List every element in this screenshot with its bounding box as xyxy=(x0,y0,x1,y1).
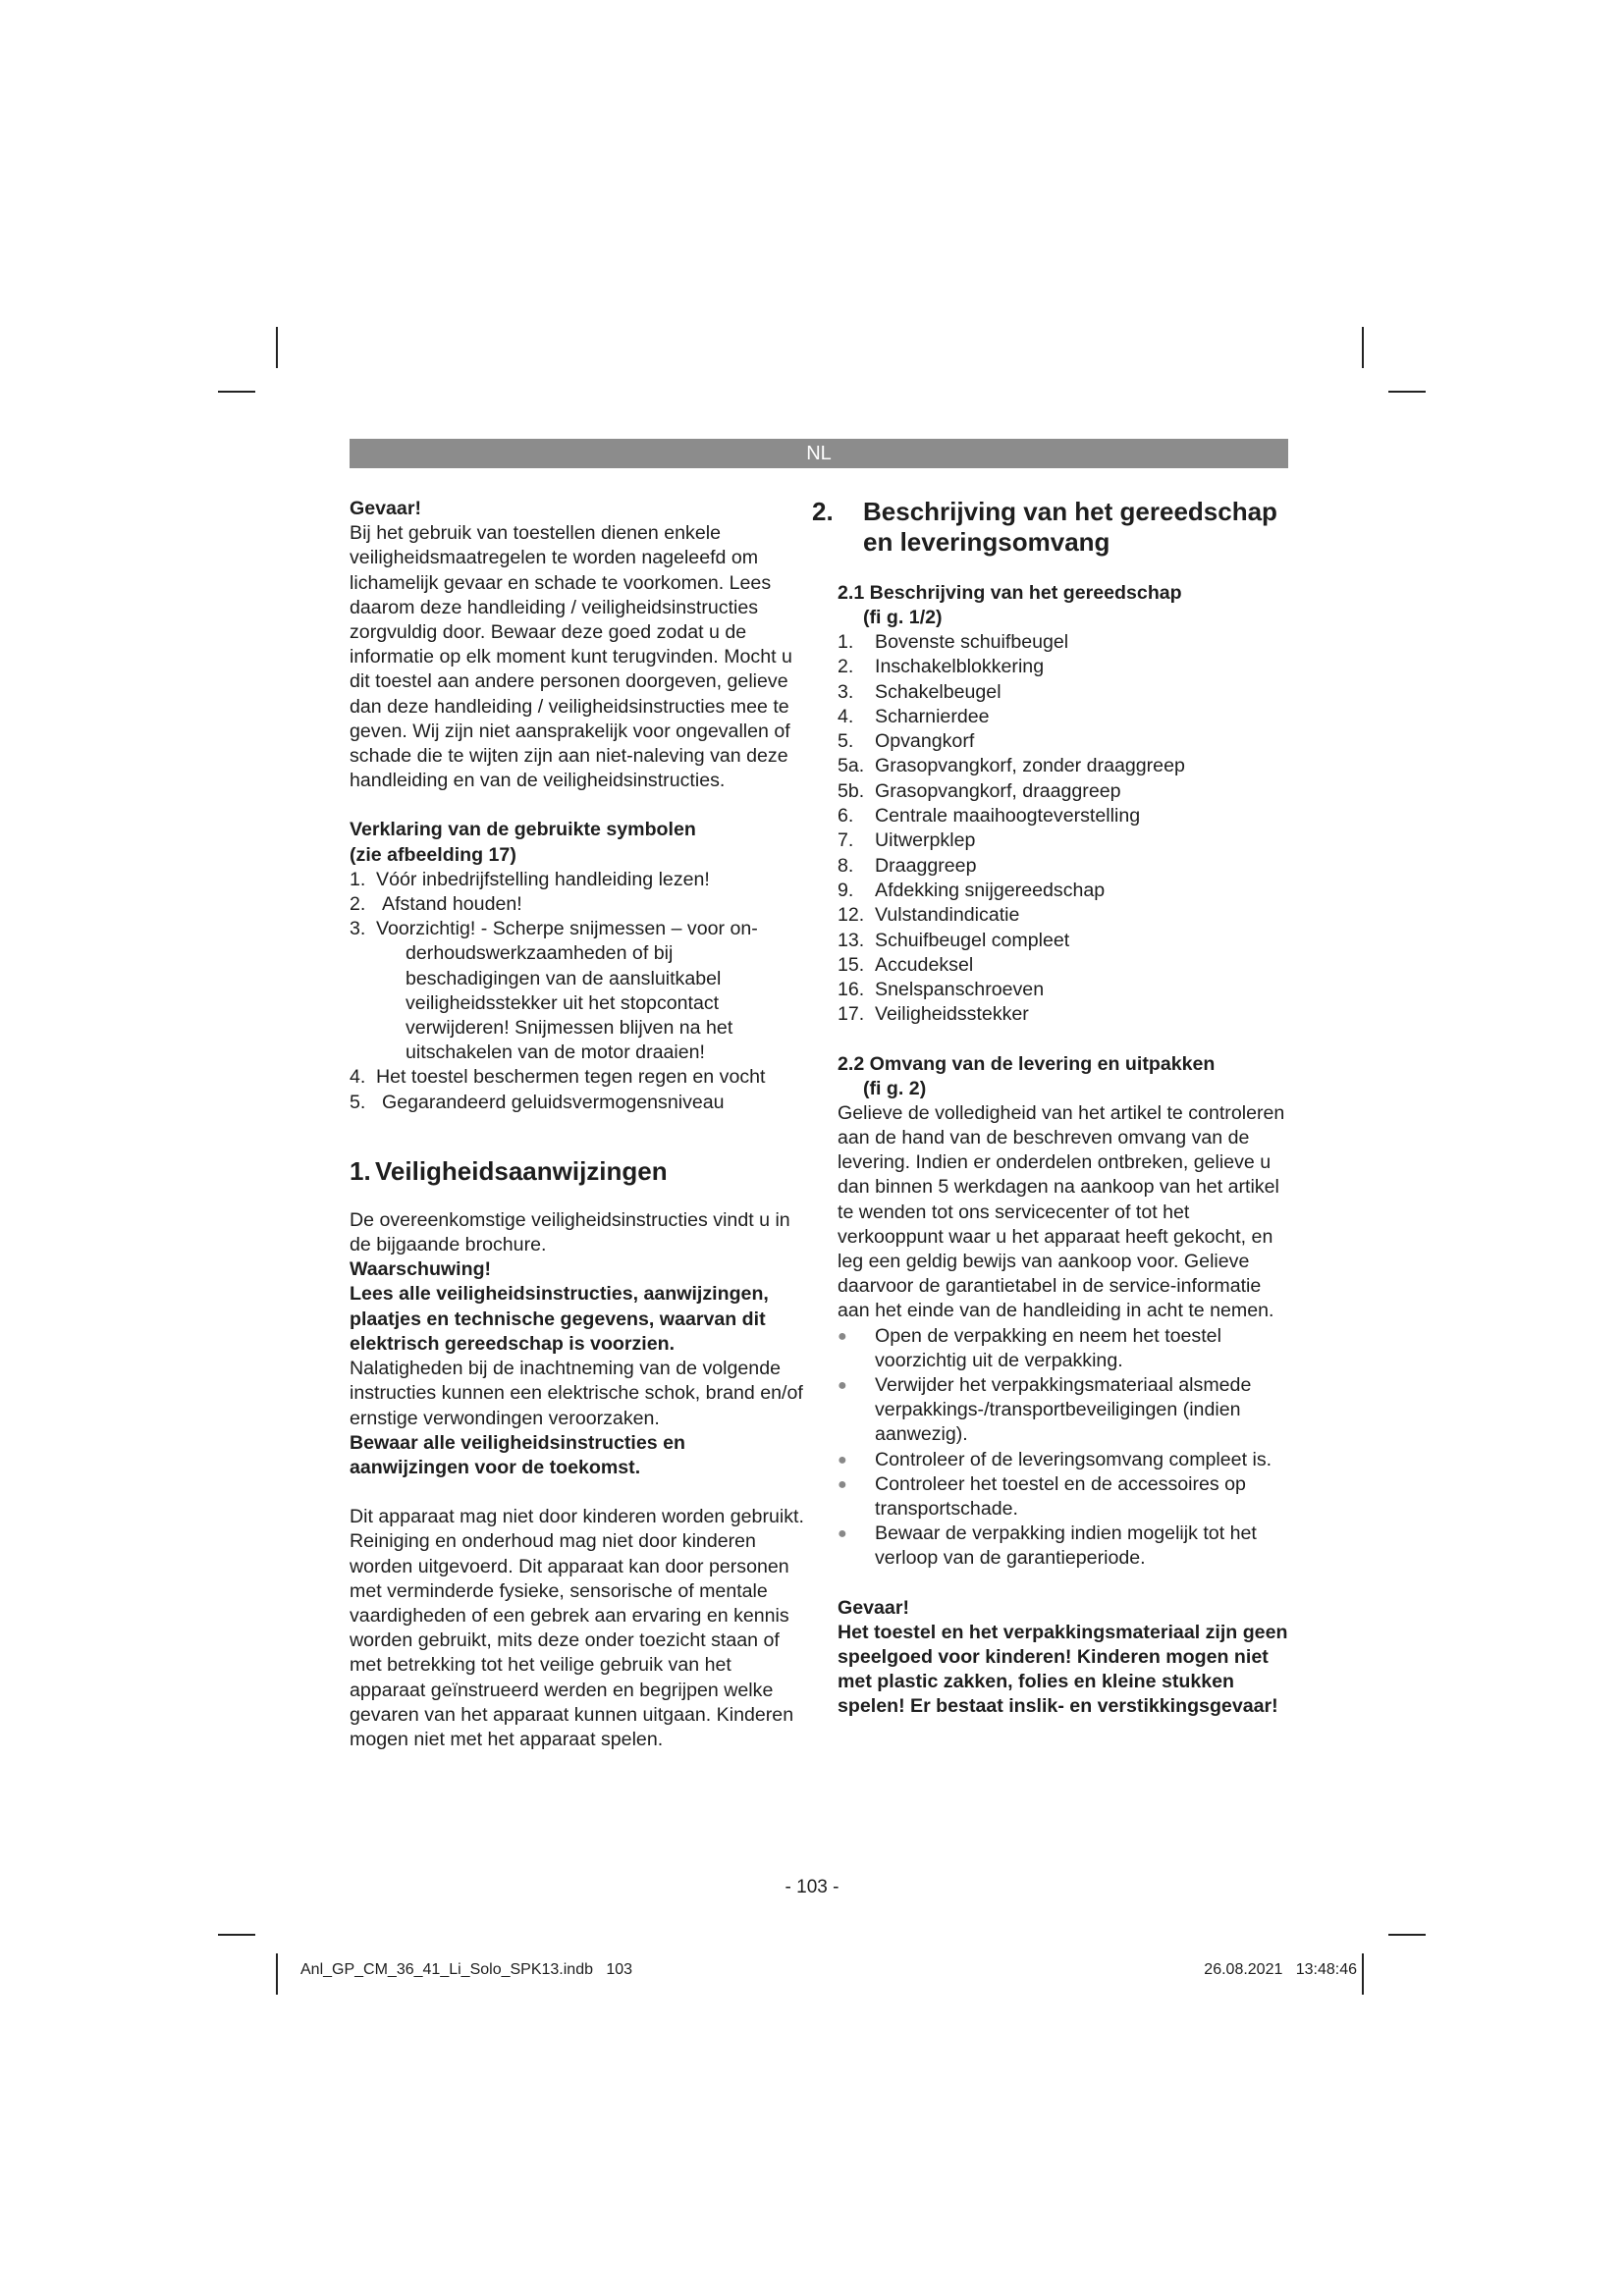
list-item: 2. Afstand houden! xyxy=(350,893,522,916)
list-item: 5a. Grasopvangkorf, zonder draaggreep xyxy=(838,755,1185,777)
symbols-subtitle: (zie afbeelding 17) xyxy=(350,843,516,866)
list-item: 17. Veiligheidsstekker xyxy=(838,1003,1029,1026)
parts-list xyxy=(838,630,1295,1028)
list-item: 5b. Grasopvangkorf, draaggreep xyxy=(838,779,1121,802)
list-item: 7. Uitwerpklep xyxy=(838,829,976,852)
list-item: 5. Gegarandeerd geluidsvermogensniveau xyxy=(350,1091,725,1113)
unpacking-list xyxy=(838,1324,1295,1572)
warning-bold: Lees alle veiligheidsinstructies, aanwijzingen, plaatjes en technische gegevens, waarvan dit elektrisch gereedschap is voorzien. xyxy=(350,1283,769,1355)
list-item: 1. Bovenste schuifbeugel xyxy=(838,631,1069,653)
danger-bold-2: Het toestel en het verpakkingsmateriaal zijn geen speelgoed voor kinderen! Kinderen mogen niet met plastic zakken, folies en kleine stukken spelen! Er bestaat inslik- en verstikkingsgevaar! xyxy=(838,1621,1288,1718)
crop-mark xyxy=(276,1953,278,1995)
crop-mark xyxy=(1388,391,1426,393)
symbols-title: Verklaring van de gebruikte symbolen xyxy=(350,819,696,841)
list-item: 5. Opvangkorf xyxy=(838,730,975,753)
language-label: NL xyxy=(806,442,832,464)
list-item: ● Verwijder het verpakkingsmateriaal alsmede verpakkings-/transportbeveiligingen (indien aanwezig). xyxy=(838,1373,1295,1448)
list-item: 2. Inschakelblokkering xyxy=(838,656,1045,678)
footer-file-name: Anl_GP_CM_36_41_Li_Solo_SPK13.indb 103 xyxy=(300,1961,633,1978)
list-item: ● Open de verpakking en neem het toestel voorzichtig uit de verpakking. xyxy=(838,1324,1295,1373)
bullet-icon: ● xyxy=(838,1525,847,1543)
subsection-2-2-heading: 2.2 Omvang van de levering en uitpakken (fi g. 2) xyxy=(838,1052,1216,1099)
keep-instructions: Bewaar alle veiligheidsinstructies en aanwijzingen voor de toekomst. xyxy=(350,1431,685,1478)
list-item: 4. Het toestel beschermen tegen regen en vocht xyxy=(350,1066,766,1089)
list-item: 3. Schakelbeugel xyxy=(838,680,1001,703)
section-2-heading: 2. Beschrijving van het gereedschap en leveringsomvang xyxy=(812,497,1277,557)
symbols-list xyxy=(350,868,807,1115)
danger-title-2: Gevaar! xyxy=(838,1596,909,1619)
list-item: 1. Vóór inbedrijfstelling handleiding lezen! xyxy=(350,868,710,890)
subsection-2-1-heading: 2.1 Beschrijving van het gereedschap (fi g. 1/2) xyxy=(838,582,1182,628)
bullet-icon: ● xyxy=(838,1451,847,1468)
delivery-text: Gelieve de volledigheid van het artikel te controleren aan de hand van de beschreven omvang van de levering. Indien er onderdelen ontbreken, gelieve u dan binnen 5 werkdagen na aankoop van het artikel te wenden tot ons servicecenter of tot het verkooppunt waar u het apparaat heeft gekocht, en leg een geldig bewijs van aankoop voor. Gelieve daarvoor de garantietabel in de service-informatie aan het einde van de handleiding in acht te nemen. xyxy=(838,1101,1285,1322)
crop-mark xyxy=(1362,327,1364,368)
crop-mark xyxy=(218,391,255,393)
list-item: 16. Snelspanschroeven xyxy=(838,979,1045,1001)
list-item: 4. Scharnierdee xyxy=(838,705,990,727)
footer-date-time: 26.08.2021 13:48:46 xyxy=(1204,1961,1357,1978)
left-column xyxy=(350,497,807,1752)
list-item: 6. Centrale maaihoogteverstelling xyxy=(838,805,1141,828)
language-bar xyxy=(350,439,1288,468)
crop-mark xyxy=(1388,1934,1426,1936)
section-1-heading: 1. Veiligheidsaanwijzingen xyxy=(350,1155,668,1186)
list-item: 8. Draaggreep xyxy=(838,854,977,877)
warning-text: Nalatigheden bij de inachtneming van de volgende instructies kunnen een elektrische schok, brand en/of ernstige verwondingen veroorzaken. xyxy=(350,1358,803,1429)
children-text: Dit apparaat mag niet door kinderen worden gebruikt. Reiniging en onderhoud mag niet door kinderen worden uitgevoerd. Dit apparaat kan door personen met verminderde fysieke, sensorische of mentale vaardigheden of een gebrek aan ervaring en kennis worden gebruikt, mits deze onder toezicht staan of met betrekking tot het veilige gebruik van het apparaat geïnstrueerd werden en begrijpen welke gevaren van het apparaat kunnen uitgaan. Kinderen mogen niet met het apparaat spelen. xyxy=(350,1506,804,1750)
bullet-icon: ● xyxy=(838,1376,847,1394)
list-item: 9. Afdekking snijgereedschap xyxy=(838,879,1106,901)
list-item: ● Controleer of de leveringsomvang compleet is. xyxy=(838,1448,1295,1472)
warning-title: Waarschuwing! xyxy=(350,1258,492,1281)
list-item: 15. Accudeksel xyxy=(838,953,974,976)
danger-text: Bij het gebruik van toestellen dienen enkele veiligheidsmaatregelen te worden nageleefd om lichamelijk gevaar en schade te voorkomen. Lees daarom deze handleiding / veiligheidsinstructies zorgvuldig door. Bewaar deze goed zodat u de informatie op elk moment kunt terugvinden. Mocht u dit toestel aan andere personen doorgeven, gelieve dan deze handleiding / veiligheidsinstructies mee te geven. Wij zijn niet aansprakelijk voor ongevallen of schade die te wijten zijn aan niet-naleving van deze handleiding en van de veiligheidsinstructies. xyxy=(350,522,792,792)
crop-mark xyxy=(1362,1953,1364,1995)
list-item: 12. Vulstandindicatie xyxy=(838,904,1020,927)
crop-mark xyxy=(218,1934,255,1936)
bullet-icon: ● xyxy=(838,1475,847,1493)
right-column xyxy=(812,497,1295,1720)
danger-title: Gevaar! xyxy=(350,498,421,519)
section-1-intro: De overeenkomstige veiligheidsinstructies vindt u in de bijgaande brochure. xyxy=(350,1208,790,1256)
list-item: ● Bewaar de verpakking indien mogelijk tot het verloop van de garantieperiode. xyxy=(838,1522,1295,1571)
crop-mark xyxy=(276,327,278,368)
page-number: - 103 - xyxy=(785,1877,839,1897)
list-item: 13. Schuifbeugel compleet xyxy=(838,929,1070,951)
list-item: 3. Voorzichtig! - Scherpe snijmessen – voor on- derhoudswerkzaamheden of bij beschadigingen van de aansluitkabel veiligheidsstekker uit het stopcontact verwijderen! Snijmessen blijven na het uitschakelen van de motor draaien! xyxy=(350,918,758,1064)
list-item: ● Controleer het toestel en de accessoires op transportschade. xyxy=(838,1472,1295,1522)
bullet-icon: ● xyxy=(838,1327,847,1345)
